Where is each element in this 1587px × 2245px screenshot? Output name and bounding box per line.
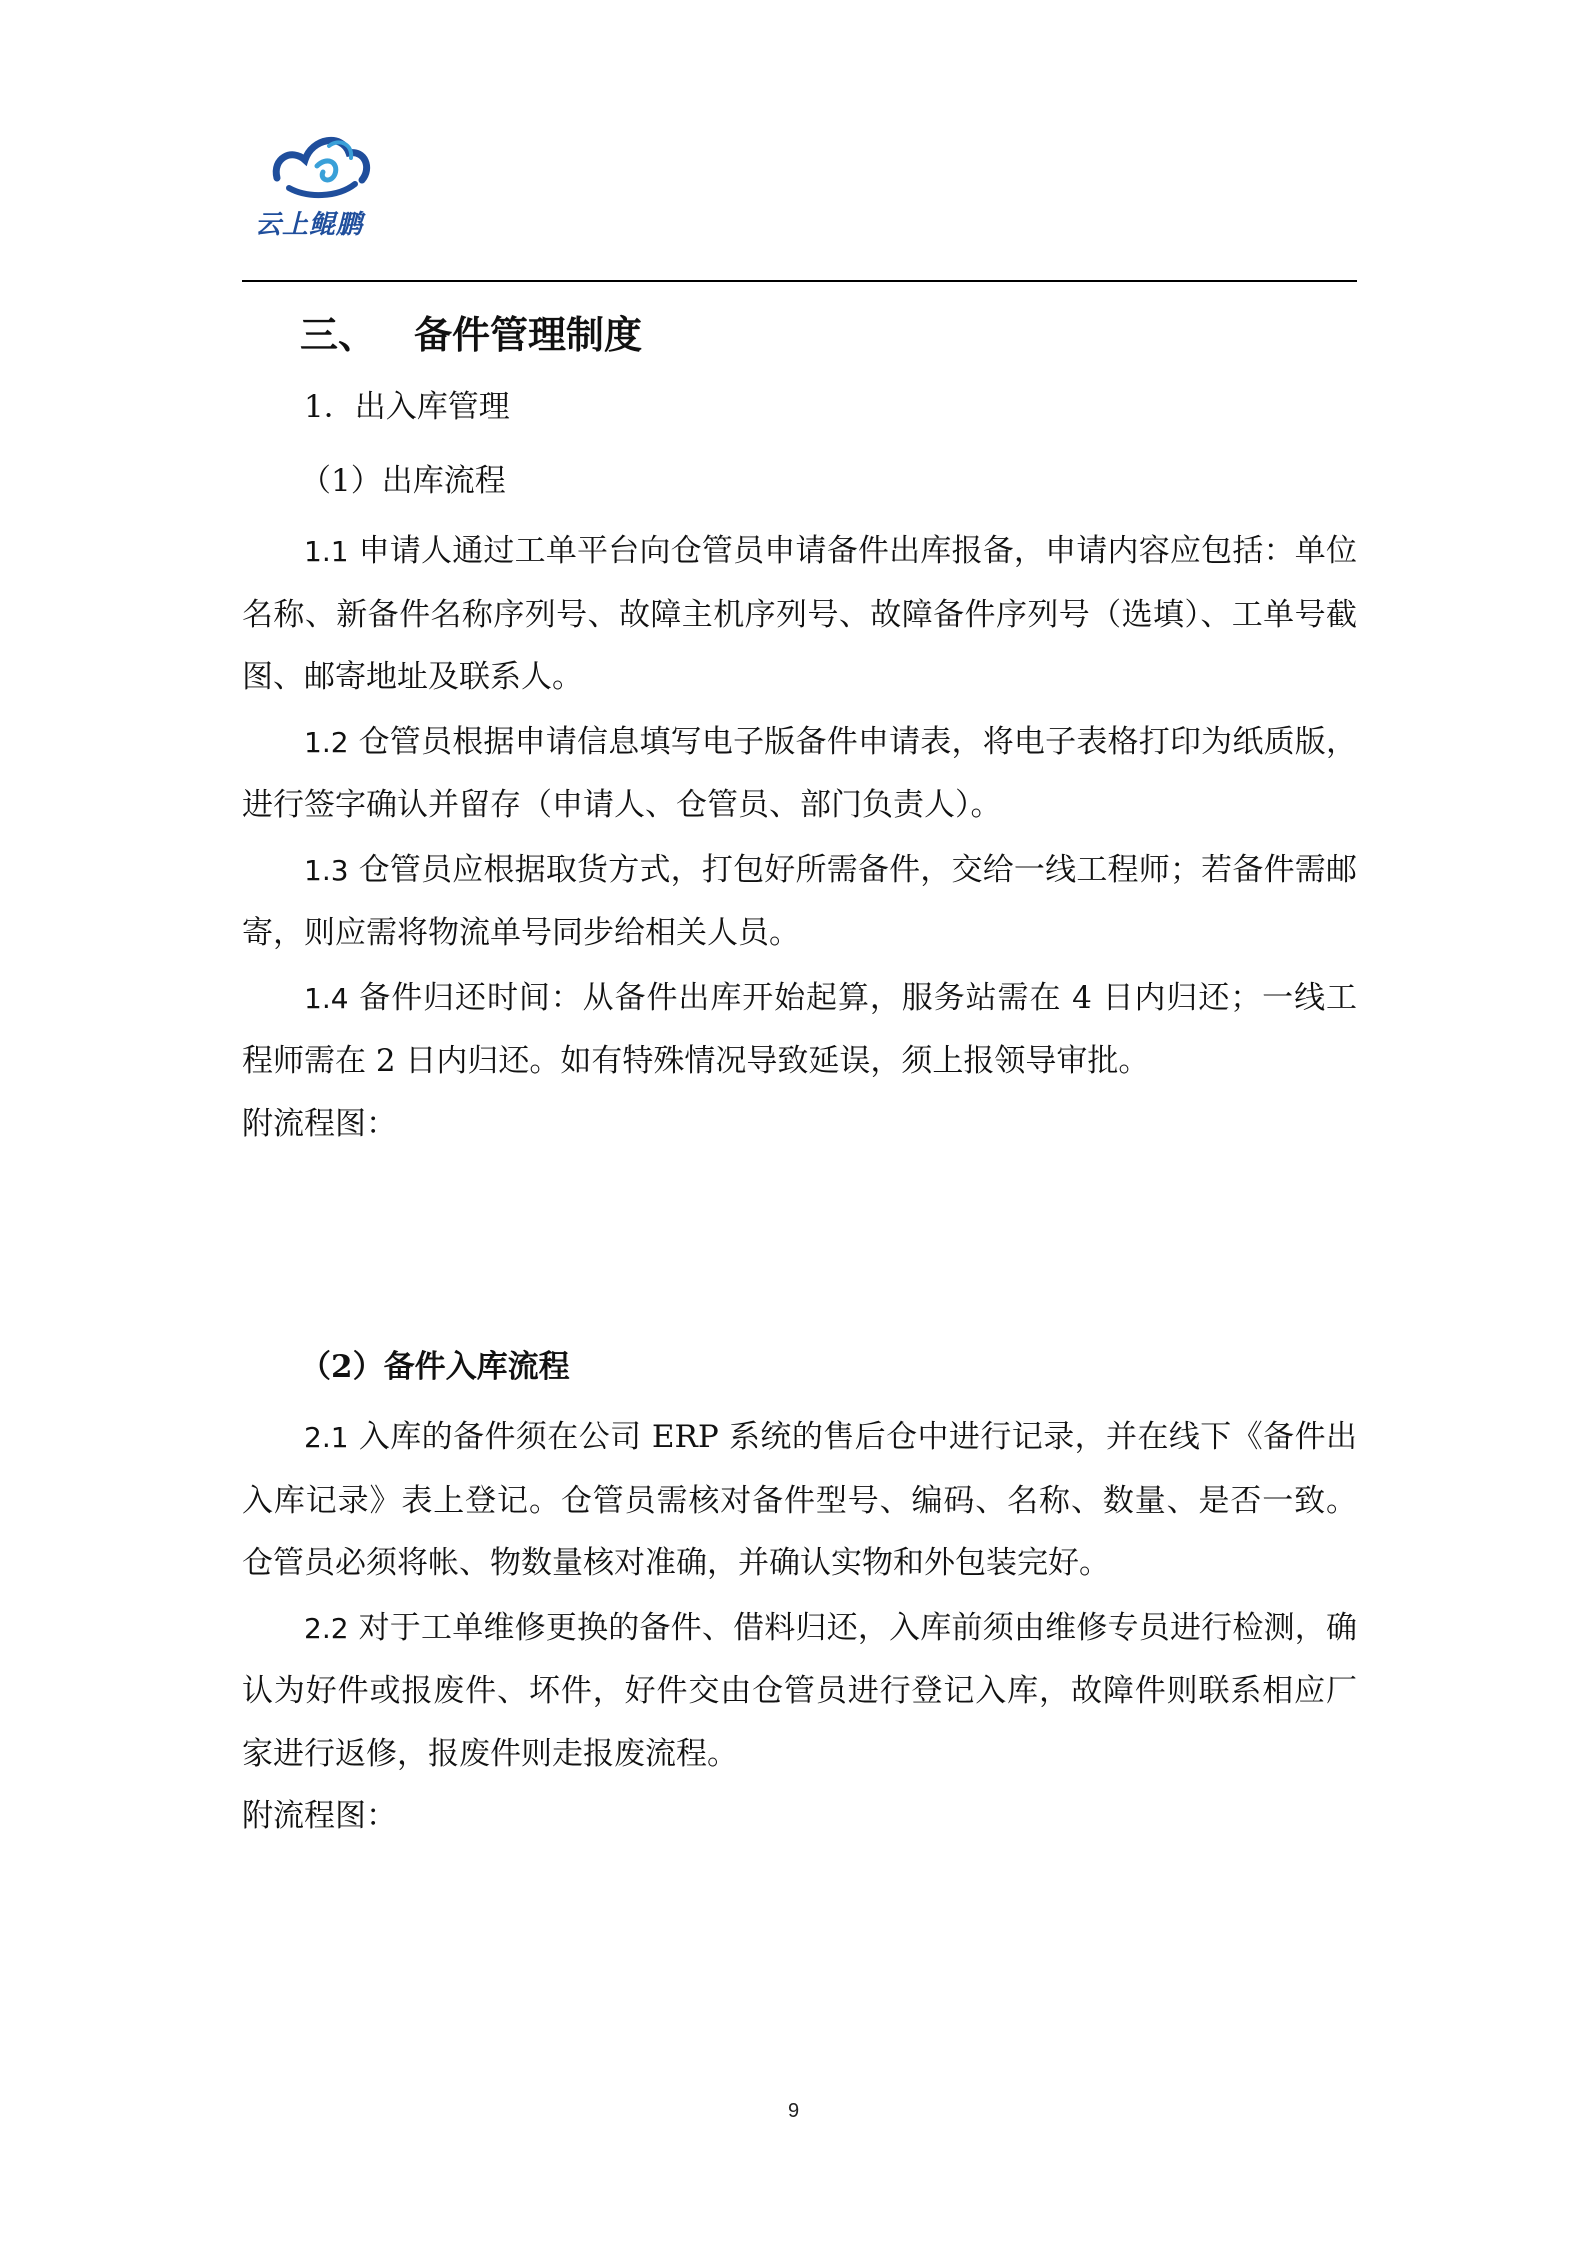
item-number: 1.1	[304, 535, 349, 568]
item-text: 仓管员根据申请信息填写电子版备件申请表，将电子表格打印为纸质版，进行签字确认并留存（申请人、仓管员、部门负责人）。	[242, 723, 1357, 823]
subsection-heading: 1．出入库管理	[304, 389, 510, 425]
item-text: 入库的备件须在公司 ERP 系统的售后仓中进行记录，并在线下《备件出入库记录》表上登记。仓管员需核对备件型号、编码、名称、数量、是否一致。仓管员必须将帐、物数量核对准确，并确认实物和外包装完好。	[242, 1419, 1357, 1581]
logo-text: 云上鲲鹏	[255, 210, 364, 240]
item-number: 2.1	[304, 1421, 349, 1454]
item-text: 申请人通过工单平台向仓管员申请备件出库报备，申请内容应包括：单位名称、新备件名称序列号、故障主机序列号、故障备件序列号（选填）、工单号截图、邮寄地址及联系人。	[242, 533, 1357, 695]
paragraph-2-1	[242, 1404, 1357, 1595]
section-number: 三、	[300, 313, 377, 357]
header-rule	[242, 280, 1357, 282]
paragraph-1-2	[242, 709, 1357, 837]
item-number: 1.4	[304, 981, 349, 1015]
section-heading	[300, 300, 1357, 370]
paragraph-2-2	[242, 1595, 1357, 1786]
document-body	[242, 290, 1357, 1848]
item-number: 1.3	[304, 853, 349, 887]
paragraph-1-4	[242, 965, 1357, 1093]
inbound-flowchart-label: 附流程图：	[242, 1798, 397, 1834]
cloud-logo-icon	[267, 118, 377, 208]
outbound-flowchart-label: 附流程图：	[242, 1105, 397, 1142]
paragraph-1-1	[242, 518, 1357, 709]
outbound-heading: （1）出库流程	[300, 463, 506, 499]
company-logo	[255, 118, 395, 248]
item-number: 1.2	[304, 725, 349, 759]
section-title: 备件管理制度	[414, 313, 643, 357]
item-text: 备件归还时间：从备件出库开始起算，服务站需在 4 日内归还；一线工程师需在 2 日内归还。如有特殊情况导致延误，须上报领导审批。	[242, 979, 1357, 1079]
item-number: 2.2	[304, 1611, 349, 1645]
item-text: 对于工单维修更换的备件、借料归还，入库前须由维修专员进行检测，确认为好件或报废件、坏件，好件交由仓管员进行登记入库，故障件则联系相应厂家进行返修，报废件则走报废流程。	[242, 1609, 1357, 1772]
inbound-heading: （2）备件入库流程	[300, 1349, 570, 1385]
flowchart-placeholder	[242, 1155, 1357, 1330]
item-text: 仓管员应根据取货方式，打包好所需备件，交给一线工程师；若备件需邮寄，则应需将物流单号同步给相关人员。	[242, 851, 1357, 951]
page-number: 9	[787, 2100, 800, 2122]
paragraph-1-3	[242, 837, 1357, 965]
